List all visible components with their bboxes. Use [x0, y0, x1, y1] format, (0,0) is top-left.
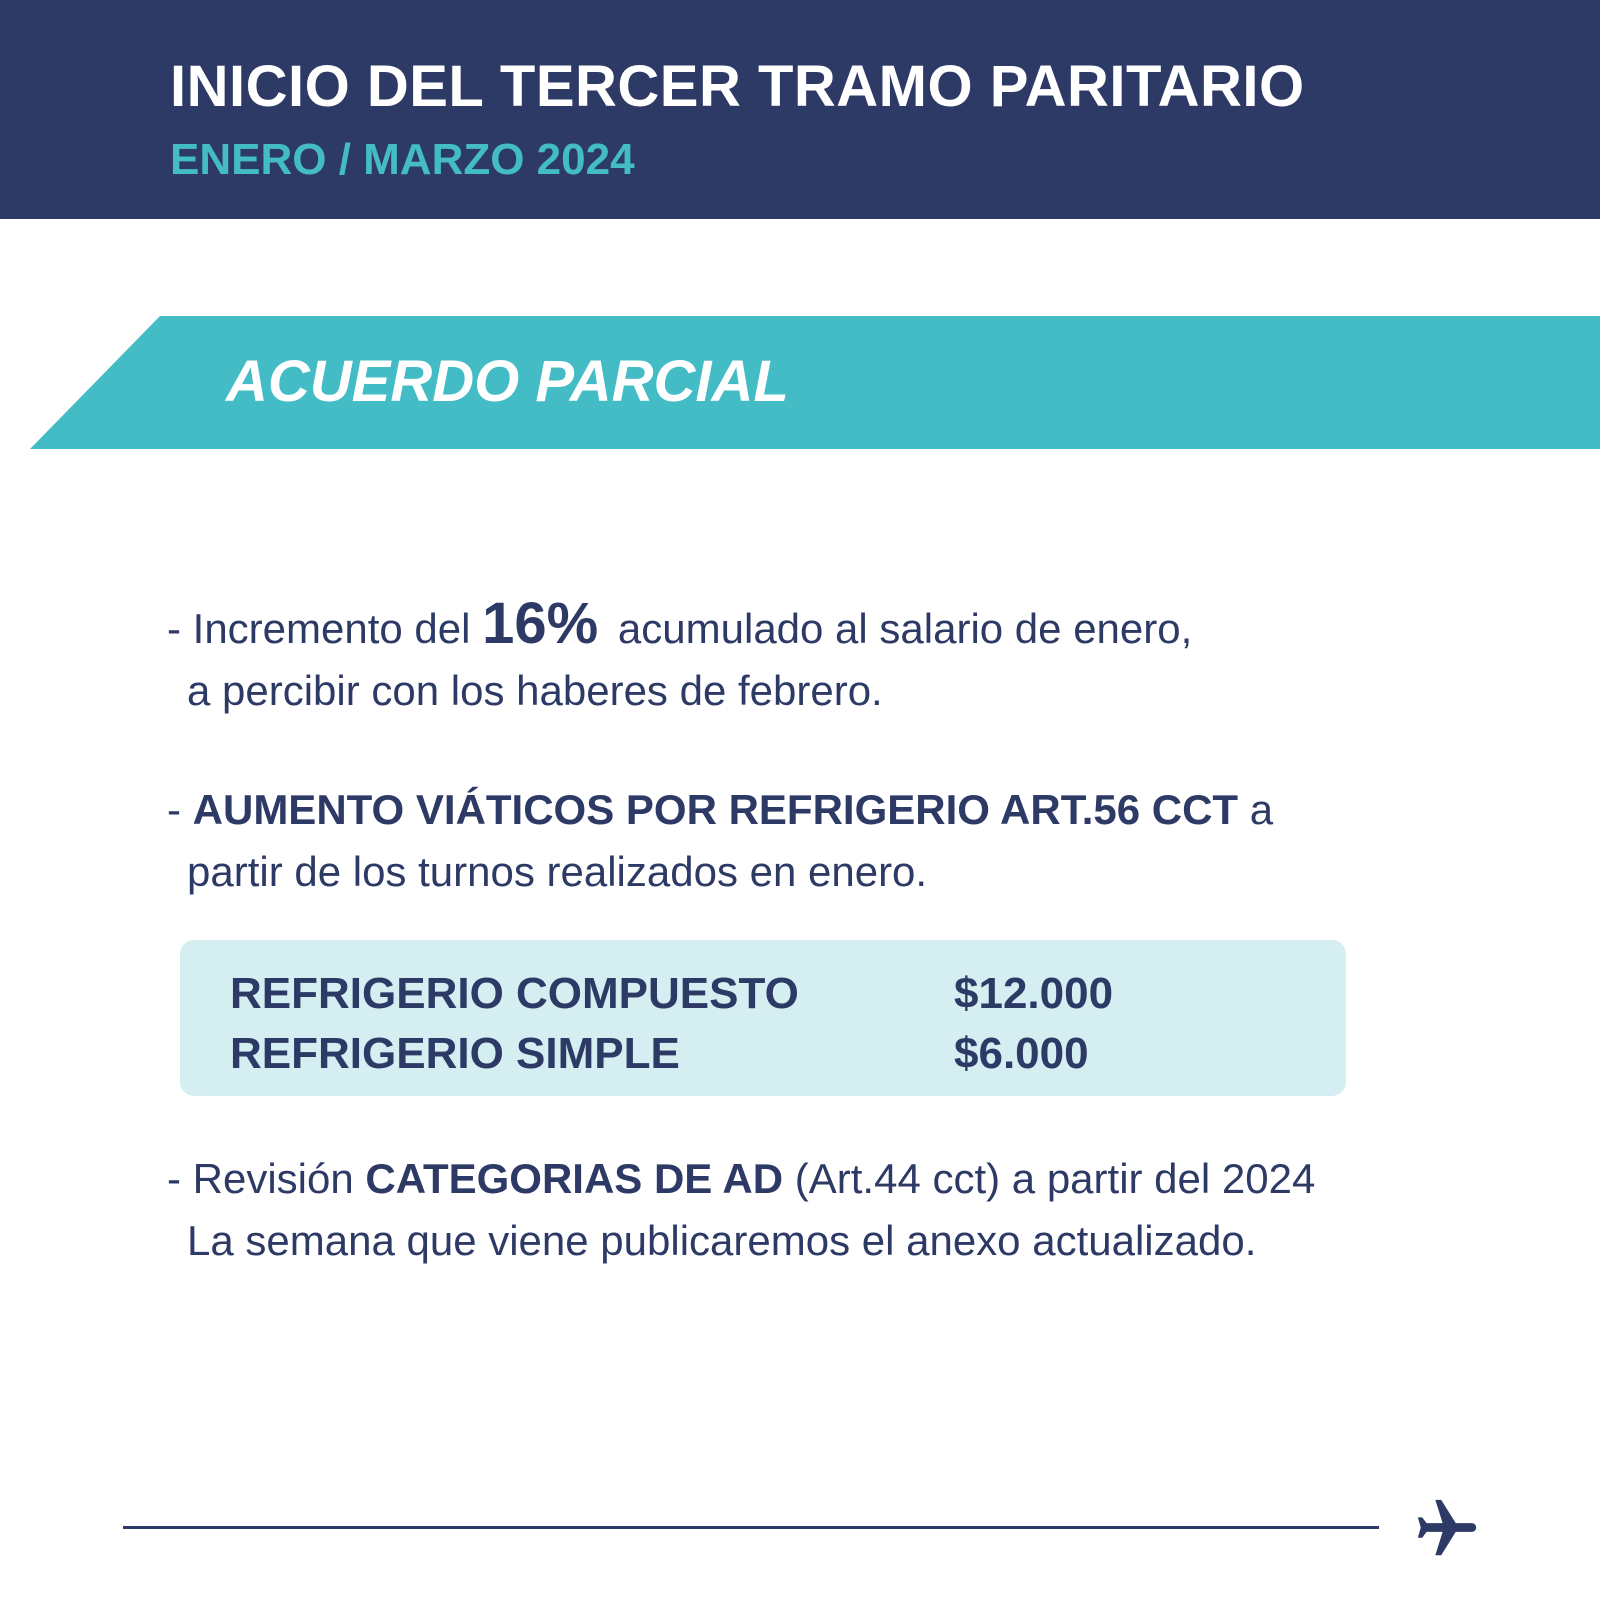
item-text: a [1238, 786, 1274, 833]
item-line [167, 779, 1273, 841]
table-row [230, 969, 1114, 1018]
item-line [167, 1148, 1315, 1210]
item-text: - Revisión [167, 1155, 366, 1202]
item-bold-text: CATEGORIAS DE AD [365, 1155, 784, 1202]
item-categorias [167, 1148, 1315, 1272]
item-line [167, 593, 1192, 660]
item-salary-increase [167, 593, 1192, 722]
item-line-2: partir de los turnos realizados en enero. [187, 848, 928, 895]
item-viaticos [167, 779, 1273, 903]
row-label: REFRIGERIO SIMPLE [230, 1029, 680, 1078]
item-text: acumulado al salario de enero, [617, 605, 1193, 652]
row-value: $12.000 [954, 969, 1114, 1018]
section-title: ACUERDO PARCIAL [226, 349, 789, 414]
row-label: REFRIGERIO COMPUESTO [230, 969, 799, 1018]
item-bold-text: AUMENTO VIÁTICOS POR REFRIGERIO ART.56 CCT [192, 786, 1239, 833]
item-line-2: a percibir con los haberes de febrero. [187, 667, 883, 714]
section-banner [30, 316, 1600, 449]
table-row [230, 1029, 1089, 1078]
row-value: $6.000 [954, 1029, 1089, 1078]
item-text: - [167, 786, 193, 833]
item-text: - Incremento del [167, 605, 483, 652]
page-subtitle: ENERO / MARZO 2024 [170, 135, 635, 184]
item-text: (Art.44 cct) a partir del 2024 [783, 1155, 1316, 1202]
footer-divider [123, 1526, 1379, 1529]
item-line-2: La semana que viene publicaremos el anexo actualizado. [187, 1217, 1257, 1264]
airplane-icon [1412, 1494, 1482, 1564]
percentage-highlight: 16% [482, 591, 599, 656]
header-band [0, 0, 1600, 219]
refrigerio-table [180, 940, 1346, 1096]
page-title: INICIO DEL TERCER TRAMO PARITARIO [170, 54, 1305, 119]
